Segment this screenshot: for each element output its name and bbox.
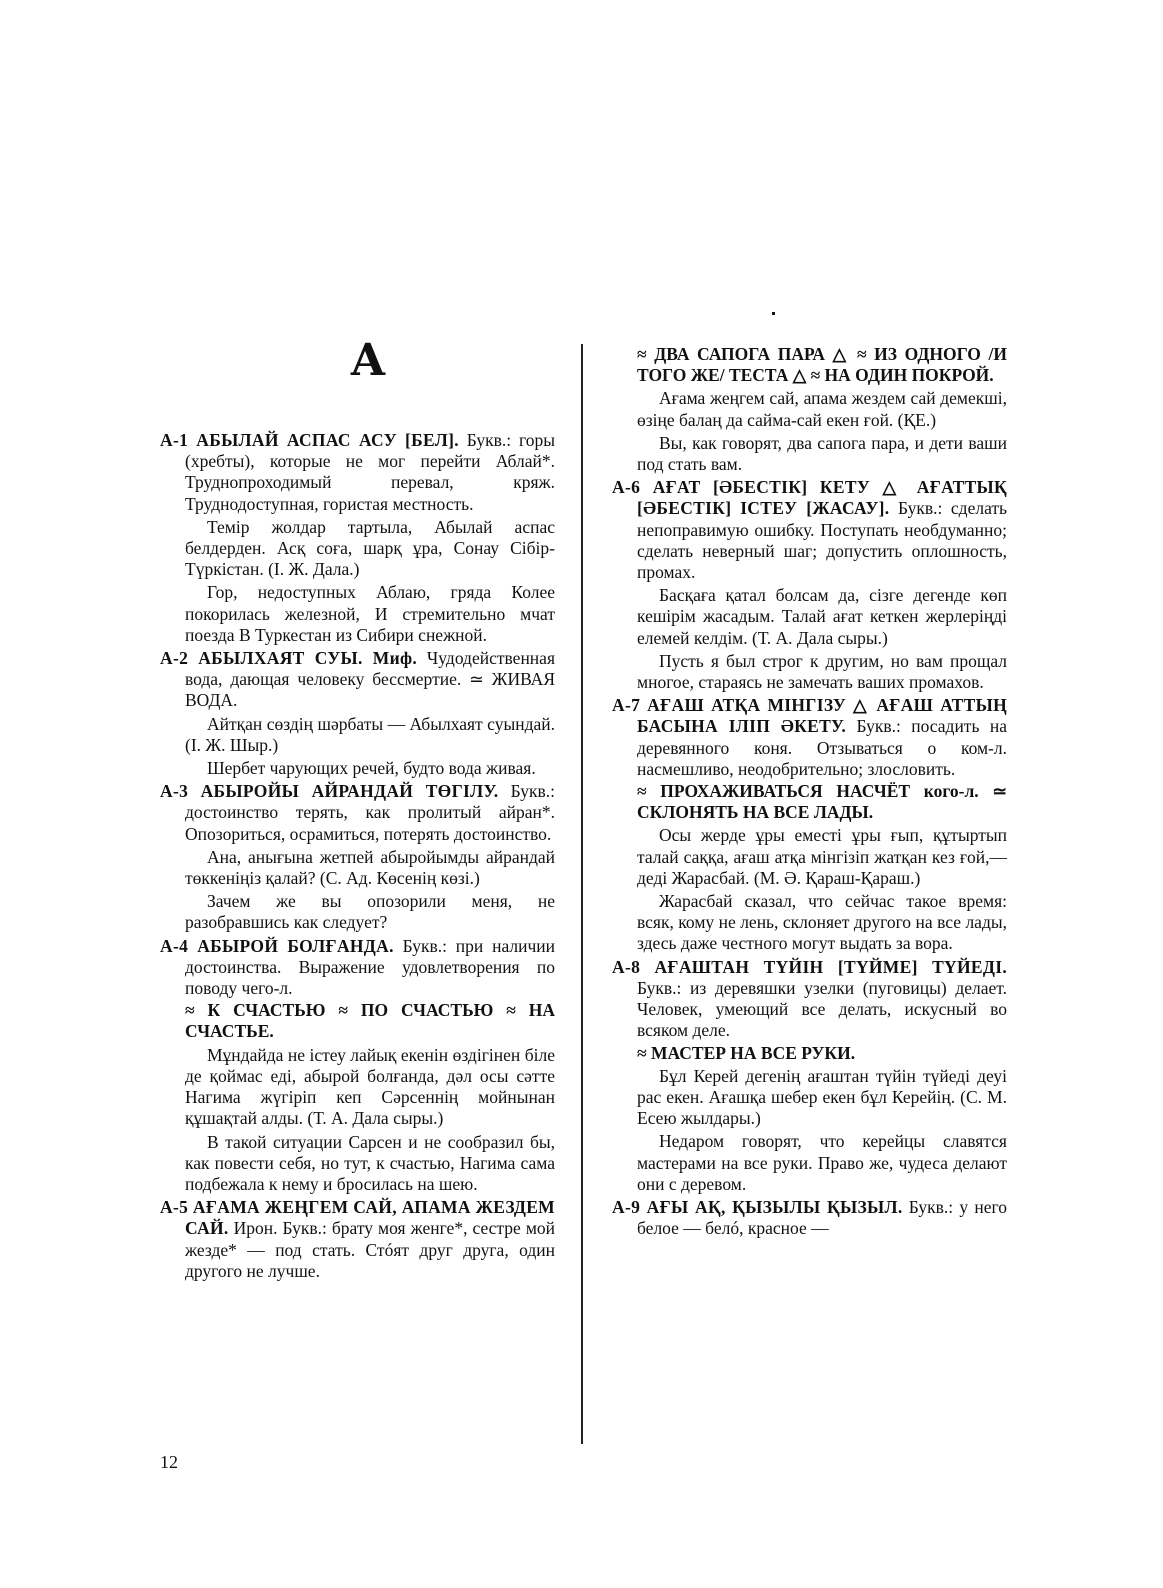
example-translation: Жарасбай сказал, что сейчас такое время: всяк, кому не лень, склоняет другого на все лады, здесь даже честного могут выдать за вора.: [637, 891, 1007, 954]
example-kazakh: Басқаға қатал болсам да, сізге дегенде көп кешірім жасадым. Талай ағат кеткен жерлеріңді елемей келдім. (Т. А. Дала сыры.): [637, 585, 1007, 648]
entry-a9: [612, 1197, 1007, 1239]
entry-a1: [160, 430, 555, 515]
page-number: 12: [160, 1452, 178, 1472]
equivalent: ≈ МАСТЕР НА ВСЕ РУКИ.: [637, 1042, 856, 1063]
entry-headword: А-3 АБЫРОЙЫ АЙРАНДАЙ ТӨГІЛУ.: [160, 781, 499, 802]
entry-headword: А-7 АҒАШ АТҚА МІНГІЗУ △ АҒАШ АТТЫҢ БАСЫНА ІЛІП ӘКЕТУ.: [612, 695, 1007, 737]
section-letter: А: [350, 335, 386, 386]
entry-a7: [612, 695, 1007, 780]
entry-a5: [160, 1197, 555, 1282]
entry-a8: [612, 957, 1007, 1042]
example-kazakh: Осы жерде ұры еместі ұры ғып, құтыртып талай саққа, ағаш атқа мінгізіп жатқан кез ғой,— деді Жарасбай. (М. Ә. Қараш-Қараш.): [637, 825, 1007, 888]
example-translation: Пусть я был строг к другим, но вам прощал многое, стараясь не замечать ваших промахов.: [637, 650, 1007, 693]
entry-headword: А-9 АҒЫ АҚ, ҚЫЗЫЛЫ ҚЫЗЫЛ.: [612, 1196, 903, 1217]
equivalent: ≈ ПРОХАЖИВАТЬСЯ НАСЧЁТ кого-л. ≃ СКЛОНЯТЬ НА ВСЕ ЛАДЫ.: [637, 781, 1007, 823]
example-kazakh: Ағама жеңгем сай, апама жездем сай демекші, өзіңе балаң да сайма-сай екен ғой. (ҚЕ.): [637, 388, 1007, 430]
example-kazakh: Айтқан сөздің шәрбаты — Абылхаят суындай. (I. Ж. Шыр.): [185, 713, 555, 755]
column-divider: [581, 344, 583, 1444]
example-translation: В такой ситуации Сарсен и не сообразил бы, как повести себя, но тут, к счастью, Нагима сама подбежала к нему и бросилась на шею.: [185, 1131, 555, 1194]
entry-headword: А-8 АҒАШТАН ТҮЙІН [ТҮЙМЕ] ТҮЙЕДІ.: [612, 956, 1007, 977]
example-translation: Недаром говорят, что керейцы славятся мастерами на все руки. Право же, чудеса делают они с деревом.: [637, 1131, 1007, 1194]
example-translation: Гор, недоступных Аблаю, гряда Колее покорилась железной, И стремительно мчат поезда В Туркестан из Сибири снежной.: [185, 582, 555, 645]
entry-headword: А-6 АҒАТ [ӘБЕСТІК] КЕТУ △ АҒАТТЫҚ [ӘБЕСТІК] ІСТЕУ [ЖАСАУ].: [612, 477, 1007, 519]
example-kazakh: Бұл Керей дегенің ағаштан түйін түйеді деуі рас екен. Ағашқа шебер екен бұл Керейің. (С. М. Есею жылдары.): [637, 1065, 1007, 1129]
equivalent: ≈ К СЧАСТЬЮ ≈ ПО СЧАСТЬЮ ≈ НА СЧАСТЬЕ.: [185, 1000, 555, 1042]
entry-definition: Букв.: сделать непоправимую ошибку. Поступать необдуманно; сделать неверный шаг; допустить оплошность, промах.: [637, 498, 1008, 583]
entry-definition: Букв.: горы (хребты), которые не мог перейти Аблай*. Труднопроходимый перевал, кряж. Труднодоступная, гористая местность.: [185, 430, 555, 514]
entry-headword: А-5 АҒАМА ЖЕҢГЕМ САЙ, АПАМА ЖЕЗДЕМ САЙ.: [160, 1197, 555, 1239]
equivalent: ≈ ДВА САПОГА ПАРА △ ≈ ИЗ ОДНОГО /И ТОГО ЖЕ/ ТЕСТА △ ≈ НА ОДИН ПОКРОЙ.: [637, 344, 1007, 386]
right-column: [612, 344, 1007, 1240]
entry-definition: Букв.: из деревяшки узелки (пуговицы) делает. Человек, умеющий все делать, искусный во всяком деле.: [637, 977, 1007, 1041]
entry-a2: [160, 648, 555, 712]
example-translation: Шербет чарующих речей, будто вода живая.: [207, 758, 536, 779]
entry-a3: [160, 781, 555, 845]
entry-definition: Чудодейственная вода, дающая человеку бессмертие. ≃ ЖИВАЯ ВОДА.: [185, 648, 555, 711]
example-kazakh: Ана, анығына жетпей абыройымды айрандай төккеніңіз қалай? (С. Ад. Көсенің көзі.): [185, 846, 555, 889]
example-translation: Зачем же вы опозорили меня, не разобравшись как следует?: [185, 891, 555, 933]
example-translation: Вы, как говорят, два сапога пара, и дети ваши под стать вам.: [637, 432, 1007, 475]
entry-a4: [160, 936, 555, 1000]
entry-definition: Букв.: посадить на деревянного коня. Отзываться о ком-л. насмешливо, неодобрительно; злословить.: [637, 716, 1007, 779]
entry-headword: А-1 АБЫЛАЙ АСПАС АСУ [БЕЛ].: [160, 430, 459, 450]
entry-headword: А-2 АБЫЛХАЯТ СУЫ. Миф.: [160, 648, 418, 669]
entry-definition: Букв.: достоинство терять, как пролитый айран*. Опозориться, осрамиться, потерять достоинство.: [185, 781, 555, 844]
left-column: [160, 430, 555, 1283]
entry-definition: Букв.: при наличии достоинства. Выражение удовлетворения по поводу чего-л.: [185, 935, 555, 999]
print-speck: [772, 312, 775, 315]
entry-headword: А-4 АБЫРОЙ БОЛҒАНДА.: [160, 935, 394, 956]
entry-definition: Ирон. Букв.: брату моя женге*, сестре мой жезде* — под стать. Стóят друг друга, один другого не лучше.: [185, 1218, 556, 1281]
entry-a6: [612, 477, 1007, 583]
entry-definition: Букв.: у него белое — белó, красное —: [637, 1196, 1007, 1239]
example-kazakh: Мұндайда не істеу лайық екенін өздігінен біле де қоймас еді, абырой болғанда, дәл осы сәтте Нагима жүгіріп кеп Сәрсеннің мойнынан құшақтай алды. (Т. А. Дала сыры.): [185, 1044, 555, 1129]
example-kazakh: Темір жолдар тартыла, Абылай аспас белдерден. Асқ соға, шарқ ұра, Сонау Сібір-Түркістан. (I. Ж. Дала.): [185, 516, 555, 580]
